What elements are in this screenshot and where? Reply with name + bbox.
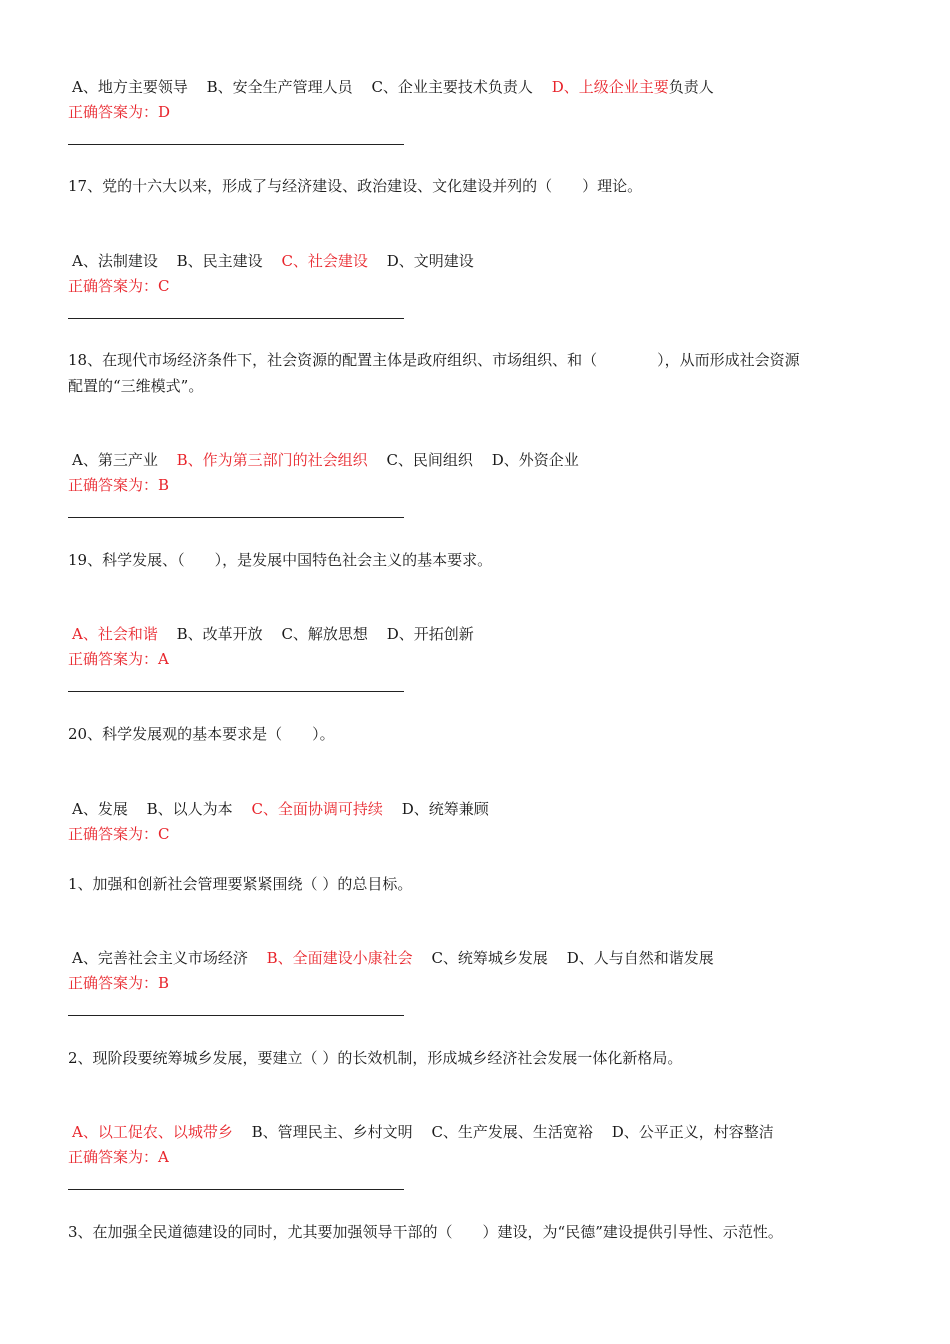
- q19-options: [72, 624, 474, 644]
- q2-option-d: D、公平正义，村容整洁: [611, 1123, 774, 1141]
- q18-option-d: D、外资企业: [491, 451, 579, 469]
- q17-option-a: A、法制建设: [72, 252, 158, 270]
- q17-options: [72, 251, 474, 271]
- q20-question: 20、科学发展观的基本要求是（ ）。: [68, 725, 335, 743]
- q2-answer: 正确答案为：A: [68, 1148, 169, 1166]
- separator-rule: [68, 1189, 404, 1190]
- q17-option-c: C、社会建设: [281, 252, 368, 270]
- q17-option-d: D、文明建设: [386, 252, 474, 270]
- q2-option-a: A、以工促农、以城带乡: [72, 1123, 233, 1141]
- q20-options: [72, 799, 489, 819]
- q17-option-b: B、民主建设: [176, 252, 263, 270]
- q20-answer: 正确答案为：C: [68, 825, 170, 843]
- q1-options: [72, 948, 714, 968]
- q19-option-c: C、解放思想: [281, 625, 368, 643]
- q2-question: 2、现阶段要统筹城乡发展，要建立（ ）的长效机制，形成城乡经济社会发展一体化新格局。: [68, 1049, 683, 1067]
- q18-question-line1: 18、在现代市场经济条件下，社会资源的配置主体是政府组织、市场组织、和（ ），从而形成社会资源: [68, 351, 800, 369]
- q16-option-c: C、企业主要技术负责人: [371, 78, 533, 96]
- separator-rule: [68, 517, 404, 518]
- q1-option-c: C、统筹城乡发展: [431, 949, 548, 967]
- q18-answer: 正确答案为：B: [68, 476, 170, 494]
- separator-rule: [68, 691, 404, 692]
- q16-option-a: A、地方主要领导: [72, 78, 188, 96]
- q17-question: 17、党的十六大以来，形成了与经济建设、政治建设、文化建设并列的（ ）理论。: [68, 177, 643, 195]
- q20-option-a: A、发展: [72, 800, 128, 818]
- q2-option-b: B、管理民主、乡村文明: [251, 1123, 413, 1141]
- q16-options: [72, 77, 714, 97]
- q19-option-d: D、开拓创新: [386, 625, 474, 643]
- q18-options: [72, 450, 579, 470]
- q16-option-d: [552, 78, 714, 96]
- separator-rule: [68, 144, 404, 145]
- q1-option-b: B、全面建设小康社会: [266, 949, 413, 967]
- q16-option-d-rest: 负责人: [668, 78, 714, 96]
- q19-option-a: A、社会和谐: [72, 625, 158, 643]
- q20-option-b: B、以人为本: [146, 800, 233, 818]
- q18-option-c: C、民间组织: [386, 451, 473, 469]
- q20-option-d: D、统筹兼顾: [401, 800, 489, 818]
- q16-option-d-highlight: D、上级企业主要: [551, 78, 669, 96]
- q3-question: 3、在加强全民道德建设的同时，尤其要加强领导干部的（ ）建设，为“民德”建设提供引导性、示范性。: [68, 1223, 783, 1241]
- q16-option-b: B、安全生产管理人员: [206, 78, 353, 96]
- separator-rule: [68, 1015, 404, 1016]
- q18-question-line2: 配置的“三维模式”。: [68, 377, 204, 395]
- q19-answer: 正确答案为：A: [68, 650, 169, 668]
- q18-option-b: B、作为第三部门的社会组织: [176, 451, 368, 469]
- q19-option-b: B、改革开放: [176, 625, 263, 643]
- q1-answer: 正确答案为：B: [68, 974, 170, 992]
- q18-option-a: A、第三产业: [72, 451, 158, 469]
- separator-rule: [68, 318, 404, 319]
- q2-option-c: C、生产发展、生活宽裕: [431, 1123, 593, 1141]
- q19-question: 19、科学发展、（ ），是发展中国特色社会主义的基本要求。: [68, 551, 493, 569]
- q16-answer: 正确答案为：D: [68, 103, 171, 121]
- q17-answer: 正确答案为：C: [68, 277, 170, 295]
- q2-options: [72, 1122, 774, 1142]
- q1-question: 1、加强和创新社会管理要紧紧围绕（ ）的总目标。: [68, 875, 413, 893]
- q20-option-c: C、全面协调可持续: [251, 800, 383, 818]
- q1-option-d: D、人与自然和谐发展: [566, 949, 714, 967]
- q1-option-a: A、完善社会主义市场经济: [72, 949, 248, 967]
